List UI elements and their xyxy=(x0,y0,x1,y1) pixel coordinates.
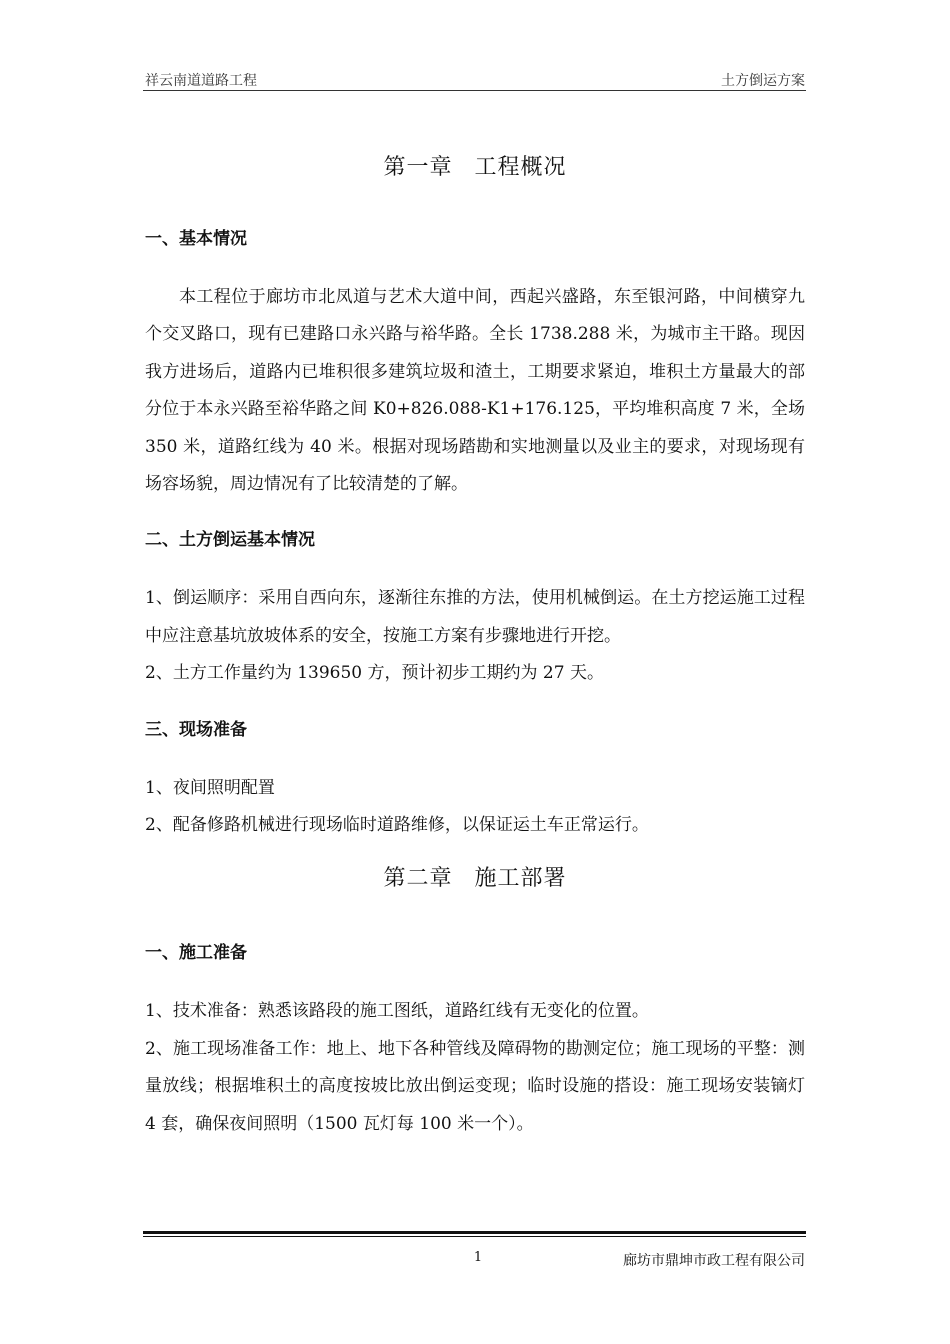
section-earthwork-heading: 二、土方倒运基本情况 xyxy=(145,530,315,551)
construction-prep-item-2: 2、施工现场准备工作：地上、地下各种管线及障碍物的勘测定位；施工现场的平整：测量放线；根据堆积土的高度按坡比放出倒运变现；临时设施的搭设：施工现场安装镝灯 4 套，确保夜间照明（1500 瓦灯每 100 米一个）。 xyxy=(145,1038,805,1134)
header-rule xyxy=(143,90,806,91)
section-site-prep-heading: 三、现场准备 xyxy=(145,719,247,740)
site-prep-item-1: 1、夜间照明配置 xyxy=(145,777,275,798)
chapter-2-prefix: 第二章 xyxy=(383,866,453,892)
construction-prep-item-1: 1、技术准备：熟悉该路段的施工图纸，道路红线有无变化的位置。 xyxy=(145,1001,649,1022)
header-project-name: 祥云南道道路工程 xyxy=(145,73,257,89)
section-basic-info-heading: 一、基本情况 xyxy=(145,229,247,249)
header-document-title: 土方倒运方案 xyxy=(721,73,805,89)
earthwork-item-2: 2、土方工作量约为 139650 方，预计初步工期约为 27 天。 xyxy=(145,663,604,684)
chapter-2-name: 施工部署 xyxy=(474,866,567,892)
section-construction-prep-heading: 一、施工准备 xyxy=(145,943,247,964)
page-number: 1 xyxy=(473,1250,483,1265)
basic-info-paragraph: 本工程位于廊坊市北凤道与艺术大道中间，西起兴盛路，东至银河路，中间横穿九个交叉路口，现有已建路口永兴路与裕华路。全长 1738.288 米，为城市主干路。现因我方进场后，道路内已堆积很多建筑垃圾和渣土，工期要求紧迫，堆积土方量最大的部分位于本永兴路至裕华路之间 K0+826.088-K1+176.125，平均堆积高度 7 米，全场 350 米，道路红线为 40 米。根据对现场踏勘和实地测量以及业主的要求，对现场现有场容场貌，周边情况有了比较清楚的了解。 xyxy=(145,287,805,495)
footer-rule-thin xyxy=(143,1236,806,1237)
footer-company: 廊坊市鼎坤市政工程有限公司 xyxy=(623,1253,805,1269)
footer-rule-thick xyxy=(143,1231,806,1234)
chapter-1-title xyxy=(145,148,805,188)
earthwork-item-1: 1、倒运顺序：采用自西向东，逐渐往东推的方法，使用机械倒运。在土方挖运施工过程中应注意基坑放坡体系的安全，按施工方案有步骤地进行开挖。 xyxy=(145,588,805,646)
chapter-1-prefix: 第一章 xyxy=(383,155,453,180)
chapter-2-title xyxy=(145,859,805,899)
chapter-1-name: 工程概况 xyxy=(474,155,567,180)
site-prep-item-2: 2、配备修路机械进行现场临时道路维修，以保证运土车正常运行。 xyxy=(145,815,649,836)
page-body xyxy=(145,148,805,1143)
